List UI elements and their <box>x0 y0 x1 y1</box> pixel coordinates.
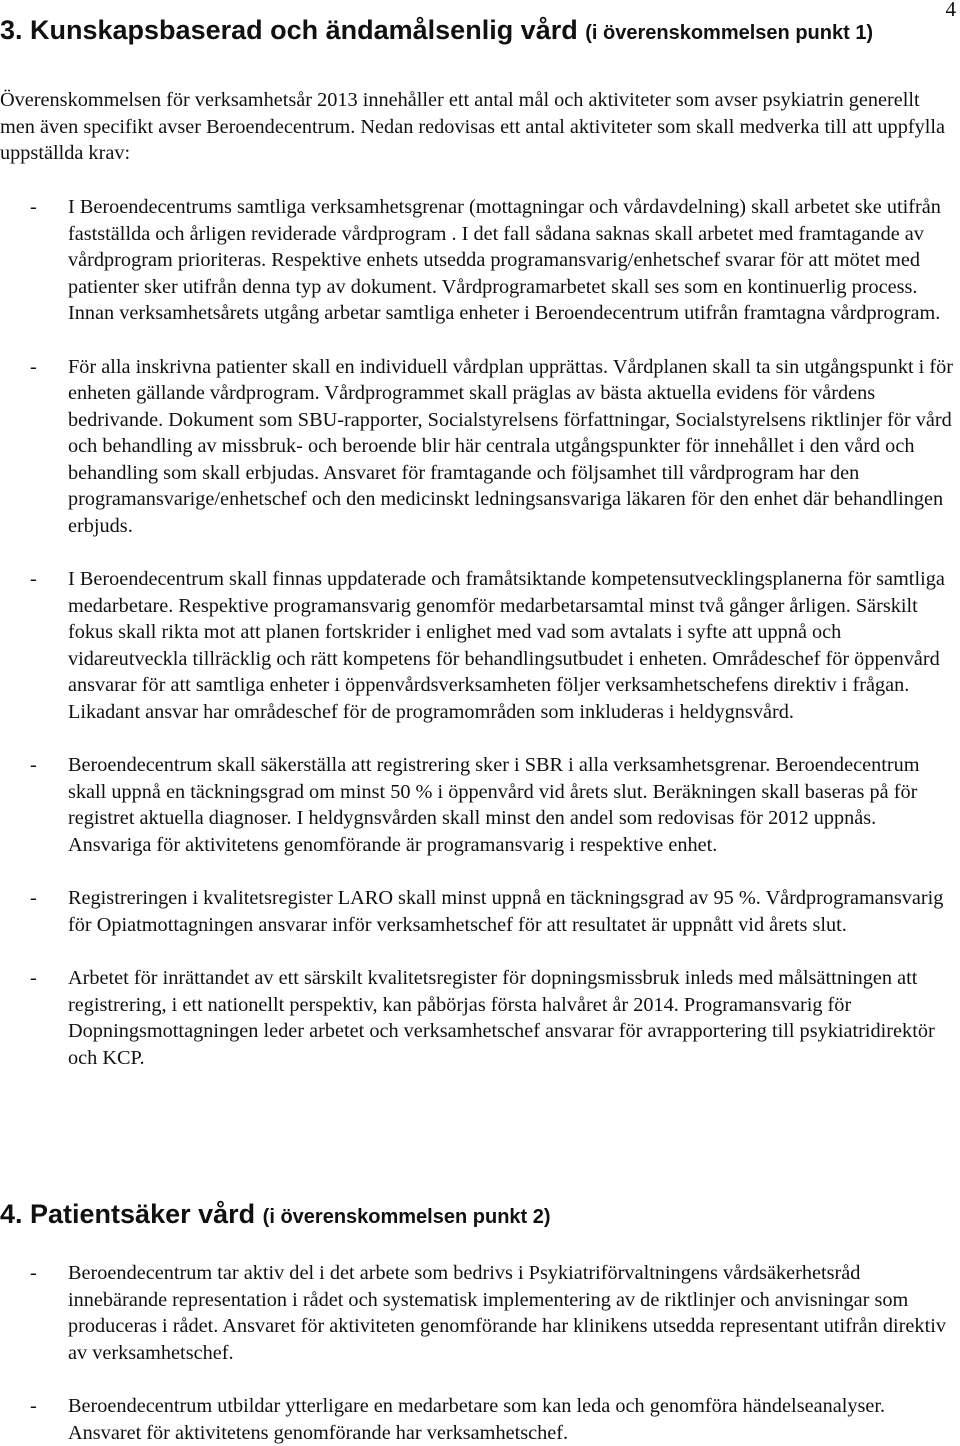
page-number: 4 <box>945 0 956 21</box>
section-3-intro: Överenskommelsen för verksamhetsår 2013 innehåller ett antal mål och aktiviteter som avser psykiatrin generellt men även specifikt avser Beroendecentrum. Nedan redovisas ett antal aktiviteter som skall medverka till att uppfylla uppställda krav: <box>0 89 946 164</box>
section-3-subtitle: (i överenskommelsen punkt 1) <box>585 22 874 44</box>
bullet-dash: - <box>30 887 37 909</box>
bullet-text: Beroendecentrum skall säkerställa att registrering sker i SBR i alla verksamhetsgrenar. Beroendecentrum skall uppnå en täckningsgrad om minst 50 % i öppenvård vid årets slut. Beräkningen skall baseras på för registret aktuella diagnoser. I heldygnsvården skall minst den andel som redovisas för 2012 uppnås. Ansvariga för aktivitetens genomförande är programansvarig i respektive enhet. <box>68 754 920 856</box>
bullet-item <box>0 752 960 858</box>
bullet-item <box>0 354 960 540</box>
bullet-item <box>0 1260 960 1366</box>
section-3-title: 3. Kunskapsbaserad och ändamålsenlig vård <box>0 15 578 45</box>
bullet-dash: - <box>30 196 37 218</box>
section-4-heading <box>0 1198 551 1233</box>
bullet-text: I Beroendecentrum skall finnas uppdaterade och framåtsiktande kompetensutvecklingsplanerna för samtliga medarbetare. Respektive programansvarig genomför medarbetarsamtal minst två gånger årligen. Särskilt fokus skall rikta mot att planen fortskrider i enlighet med vad som avtalats i syfte att uppnå och vidareutveckla tillräcklig och rätt kompetens för behandlingsutbudet i enheten. Områdeschef för öppenvård ansvarar för att samtliga enheter i öppenvårdsverksamheten följer verksamhetschefens direktiv i frågan. Likadant ansvar har områdeschef för de programområden som inkluderas i heldygnsvård. <box>68 568 945 723</box>
bullet-item <box>0 566 960 725</box>
bullet-dash: - <box>30 568 37 590</box>
bullet-item <box>0 1393 960 1446</box>
bullet-item <box>0 965 960 1071</box>
section-4-bullet-list <box>0 1260 960 1446</box>
bullet-text: I Beroendecentrums samtliga verksamhetsgrenar (mottagningar och vårdavdelning) skall arbetet ske utifrån fastställda och årligen reviderade vårdprogram . I det fall sådana saknas skall arbetet med framtagande av vårdprogram prioriteras. Respektive enhets utsedda programansvarig/enhetschef svarar för att mötet med patienter sker utifrån denna typ av dokument. Vårdprogramarbetet skall ses som en kontinuerlig process. Innan verksamhetsårets utgång arbetar samtliga enheter i Beroendecentrum utifrån framtagna vårdprogram. <box>68 196 941 324</box>
bullet-item <box>0 885 960 938</box>
section-3-bullet-list <box>0 194 960 1071</box>
bullet-item <box>0 194 960 327</box>
section-4-title: 4. Patientsäker vård <box>0 1199 256 1229</box>
bullet-text: Beroendecentrum utbildar ytterligare en medarbetare som kan leda och genomföra händelseanalyser. Ansvaret för aktivitetens genomförande har verksamhetschef. <box>68 1395 886 1444</box>
bullet-dash: - <box>30 754 37 776</box>
bullet-text: Registreringen i kvalitetsregister LARO skall minst uppnå en täckningsgrad av 95 %. Vårdprogramansvarig för Opiatmottagningen ansvarar inför verksamhetschef för att resultatet är uppnått vid årets slut. <box>68 887 944 936</box>
section-3-heading <box>0 14 873 49</box>
bullet-dash: - <box>30 355 37 378</box>
bullet-dash: - <box>30 967 37 989</box>
bullet-dash: - <box>30 1395 37 1417</box>
bullet-text: Beroendecentrum tar aktiv del i det arbete som bedrivs i Psykiatriförvaltningens vårdsäkerhetsråd innebärande representation i rådet och systematisk implementering av de riktlinjer och anvisningar som produceras i rådet. Ansvaret för aktiviteten genomförande har klinikens utsedda representant utifrån direktiv av verksamhetschef. <box>68 1262 946 1364</box>
bullet-text: För alla inskrivna patienter skall en individuell vårdplan upprättas. Vårdplanen skall ta sin utgångspunkt i för enheten gällande vårdprogram. Vårdprogrammet skall präglas av bästa aktuella evidens för vårdens bedrivande. Dokument som SBU-rapporter, Socialstyrelsens författningar, Socialstyrelsens riktlinjer för vård och behandling av missbruk- och beroende blir här centrala utgångspunkter för innehållet i den vård och behandling som skall erbjudas. Ansvaret för framtagande och följsamhet till vårdprogram har den programansvarige/enhetschef och den medicinskt ledningsansvariga läkaren för den enhet där behandlingen erbjuds. <box>68 355 954 537</box>
section-4-subtitle: (i överenskommelsen punkt 2) <box>262 1206 551 1228</box>
bullet-text: Arbetet för inrättandet av ett särskilt kvalitetsregister för dopningsmissbruk inleds med målsättningen att registrering, i ett nationellt perspektiv, kan påbörjas första halvåret år 2014. Programansvarig för Dopningsmottagningen leder arbetet och verksamhetschef ansvarar för avrapportering till psykiatridirektör och KCP. <box>68 967 935 1069</box>
bullet-dash: - <box>30 1262 37 1284</box>
